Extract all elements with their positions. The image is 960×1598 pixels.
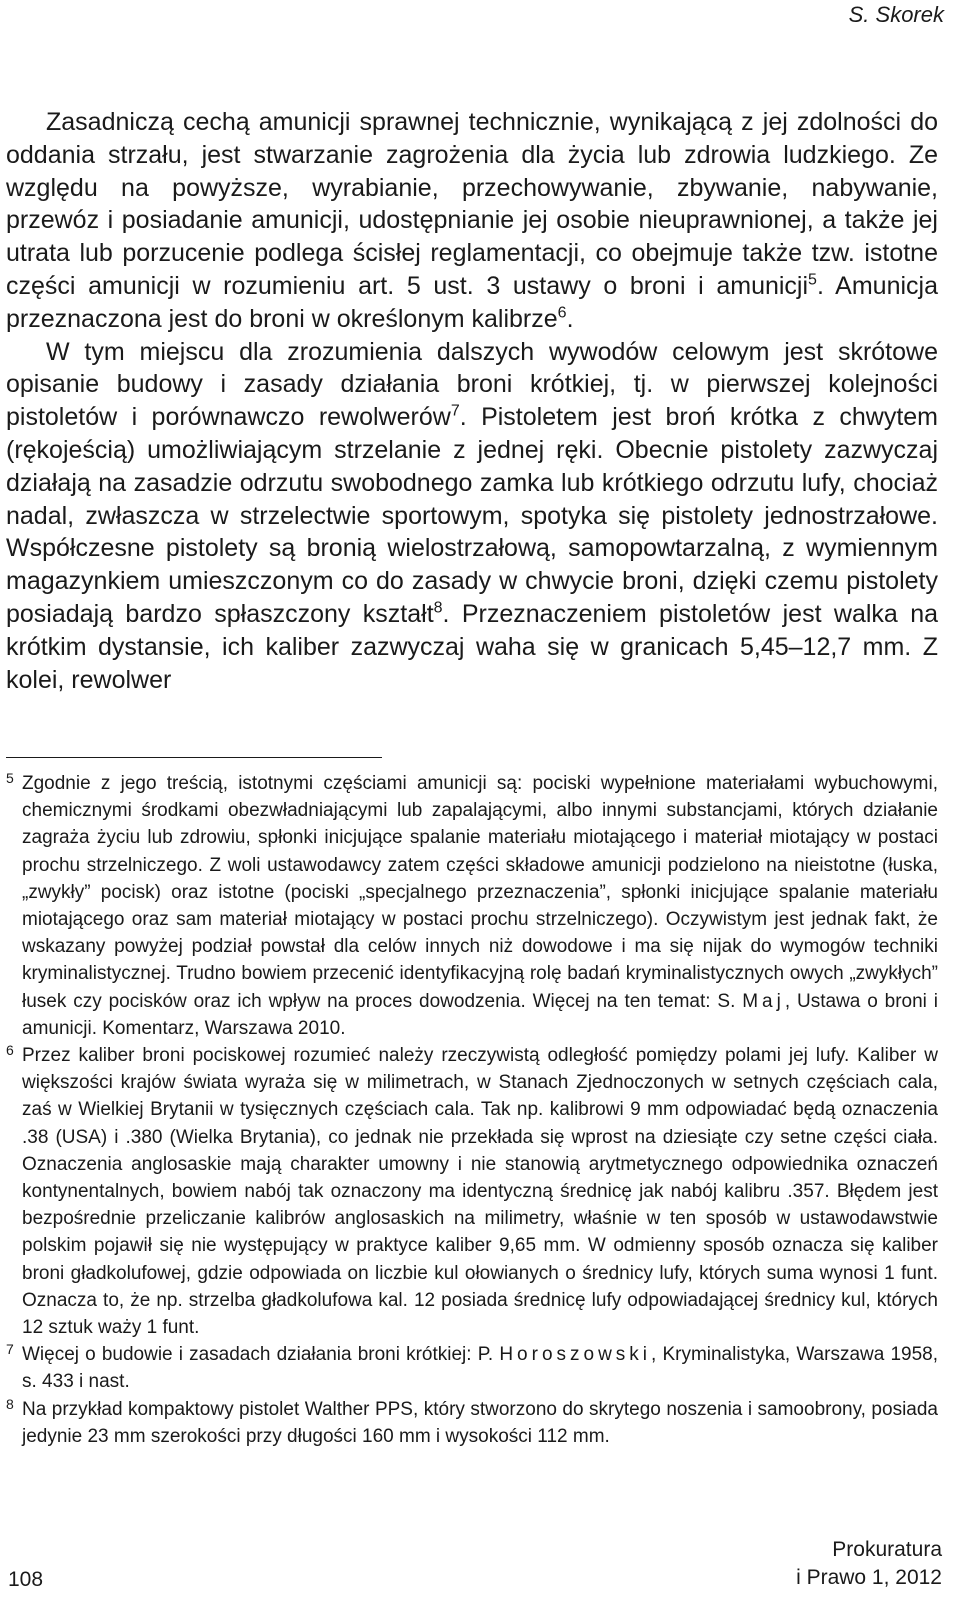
footnote-separator bbox=[6, 757, 382, 758]
footnote-text: Na przykład kompaktowy pistolet Walther PPS, który stworzono do skrytego noszenia i samoobrony, posiada jedynie 23 mm szerokości przy długości 160 mm i wysokości 112 mm. bbox=[22, 1398, 938, 1447]
footnote-marker: 5 bbox=[6, 770, 14, 786]
paragraph-text: Zasadniczą cechą amunicji sprawnej technicznie, wynikającą z jej zdolności do oddania strzału, jest stwarzanie zagrożenia dla życia lub zdrowia ludzkiego. Ze względu na powyższe, wyrabianie, przechowywanie, zbywanie, nabywanie, przewóz i posiadanie amunicji, udostępnianie jej osobie nieuprawnionej, a także jej utrata lub porzucenie podlega ścisłej reglamentacji, co obejmuje także tzw. istotne części amunicji w rozumieniu art. 5 ust. 3 ustawy o broni i amunicji bbox=[6, 108, 938, 300]
footnote-marker: 6 bbox=[6, 1042, 14, 1059]
footnote-text: Więcej o budowie i zasadach działania broni krótkiej: P. bbox=[22, 1344, 500, 1366]
journal-title: Prokuratura bbox=[832, 1538, 942, 1561]
page-number: 108 bbox=[8, 1568, 44, 1591]
footnote-marker: 7 bbox=[6, 1341, 14, 1358]
footnote-6 bbox=[6, 1042, 938, 1341]
running-header-author: S. Skorek bbox=[848, 2, 944, 27]
paragraph-text: . Przeznaczeniem pistoletów jest walka na krótkim dystansie, ich kaliber zazwyczaj waha się w granicach 5,45–12,7 mm. Z kolei, rewolwer bbox=[6, 599, 938, 694]
footnote-text: Zgodnie z jego treścią, istotnymi częściami amunicji są: pociski wypełnione materiałami wybuchowymi, chemicznymi środkami obezwładniającymi lub zapalającymi, albo innymi substancjami, których działanie zagraża życiu lub zdrowiu, spłonki inicjujące spalanie materiału miotającego i materiał miotający w postaci prochu strzelniczego. Z woli ustawodawcy zatem części składowe amunicji podzielono na nieistotne (łuska, „zwykły” pocisk) oraz istotne (pociski „specjalnego przeznaczenia”, spłonki inicjujące spalanie materiału miotającego oraz sam materiał miotający w postaci prochu strzelniczego). Oczywistym jest jednak fakt, że wskazany powyżej podział powstał dla celów innych niż dowodowe i ma się nijak do wymogów techniki kryminalistycznej. Trudno bowiem przecenić identyfikacyjną rolę badań kryminalistycznych owych „zwykłych” łusek czy pocisków oraz ich wpływ na proces dowodzenia. Więcej na ten temat: S. bbox=[22, 773, 938, 1012]
footnote-reference-5[interactable]: 5 bbox=[808, 271, 817, 289]
footnote-reference-7[interactable]: 7 bbox=[450, 402, 460, 420]
footnote-reference-8[interactable]: 8 bbox=[433, 599, 443, 617]
footnote-author: Maj bbox=[742, 990, 785, 1012]
footnote-5 bbox=[6, 770, 938, 1042]
footnote-text: , Ustawa o broni i amunicji. Komentarz, Warszawa 2010. bbox=[22, 990, 938, 1039]
paragraph-text: W tym miejscu dla zrozumienia dalszych wywodów celowym jest skrótowe opisanie budowy i zasady działania broni krótkiej, tj. w pierwszej kolejności pistoletów i porównawczo rewolwerów bbox=[6, 337, 938, 432]
footnote-marker: 8 bbox=[6, 1395, 14, 1412]
footnotes-section bbox=[6, 770, 938, 1450]
footnote-7 bbox=[6, 1341, 938, 1395]
footnote-reference-6[interactable]: 6 bbox=[557, 304, 567, 322]
footnote-8 bbox=[6, 1396, 938, 1450]
paragraph-text: . Amunicja przeznaczona jest do broni w określonym kalibrze bbox=[6, 271, 938, 333]
footnote-text: , Kryminalistyka, Warszawa 1958, s. 433 i nast. bbox=[22, 1344, 938, 1393]
body-paragraph-2 bbox=[6, 336, 938, 697]
journal-issue: i Prawo 1, 2012 bbox=[796, 1566, 942, 1589]
body-paragraph-1 bbox=[6, 106, 938, 336]
footnote-text: Przez kaliber broni pociskowej rozumieć należy rzeczywistą odległość pomiędzy polami jej lufy. Kaliber w większości krajów świata wyraża się w milimetrach, w Stanach Zjednoczonych w setnych częściach cala, zaś w Wielkiej Brytanii w tysięcznych częściach cala. Tak np. kalibrowi 9 mm odpowiadać będą oznaczenia .38 (USA) i .380 (Wielka Brytania), co jednak nie przekłada się wprost na dziesiąte czy setne części ciała. Oznaczenia anglosaskie mają charakter umowny i nie stanowią arytmetycznego odpowiednika oznaczeń kontynentalnych, bowiem nabój tak oznaczony ma identyczną średnicę jak nabój kalibru .357. Błędem jest bezpośrednie przeliczanie kalibrów anglosaskich na milimetry, właśnie w ten sposób w ustawodawstwie polskim pojawił się nie występujący w praktyce kaliber 9,65 mm. W odmienny sposób oznacza się kaliber broni gładkolufowej, gdzie odpowiada on liczbie kul ołowianych o średnicy lufy, których suma wynosi 1 funt. Oznacza to, że np. strzelba gładkolufowa kal. 12 posiada średnicę lufy odpowiadającej średnicy kul, których 12 sztuk waży 1 funt. bbox=[22, 1045, 938, 1339]
paragraph-text: . bbox=[566, 304, 574, 333]
paragraph-text: . Pistoletem jest broń krótka z chwytem (rękojeścią) umożliwiającym strzelanie z jednej ręki. Obecnie pistolety zazwyczaj działają na zasadzie odrzutu swobodnego zamka lub krótkiego odrzutu lufy, chociaż nadal, zwłaszcza w strzelectwie sportowym, spotyka się pistolety jednostrzałowe. Współczesne pistolety są bronią wielostrzałową, samopowtarzalną, z wymiennym magazynkiem umieszczonym co do zasady w chwycie broni, dzięki czemu pistolety posiadają bardzo spłaszczony kształt bbox=[6, 403, 939, 628]
footnote-author: Horoszowski bbox=[499, 1344, 652, 1366]
main-body-text bbox=[6, 106, 938, 696]
journal-footer bbox=[796, 1536, 942, 1592]
